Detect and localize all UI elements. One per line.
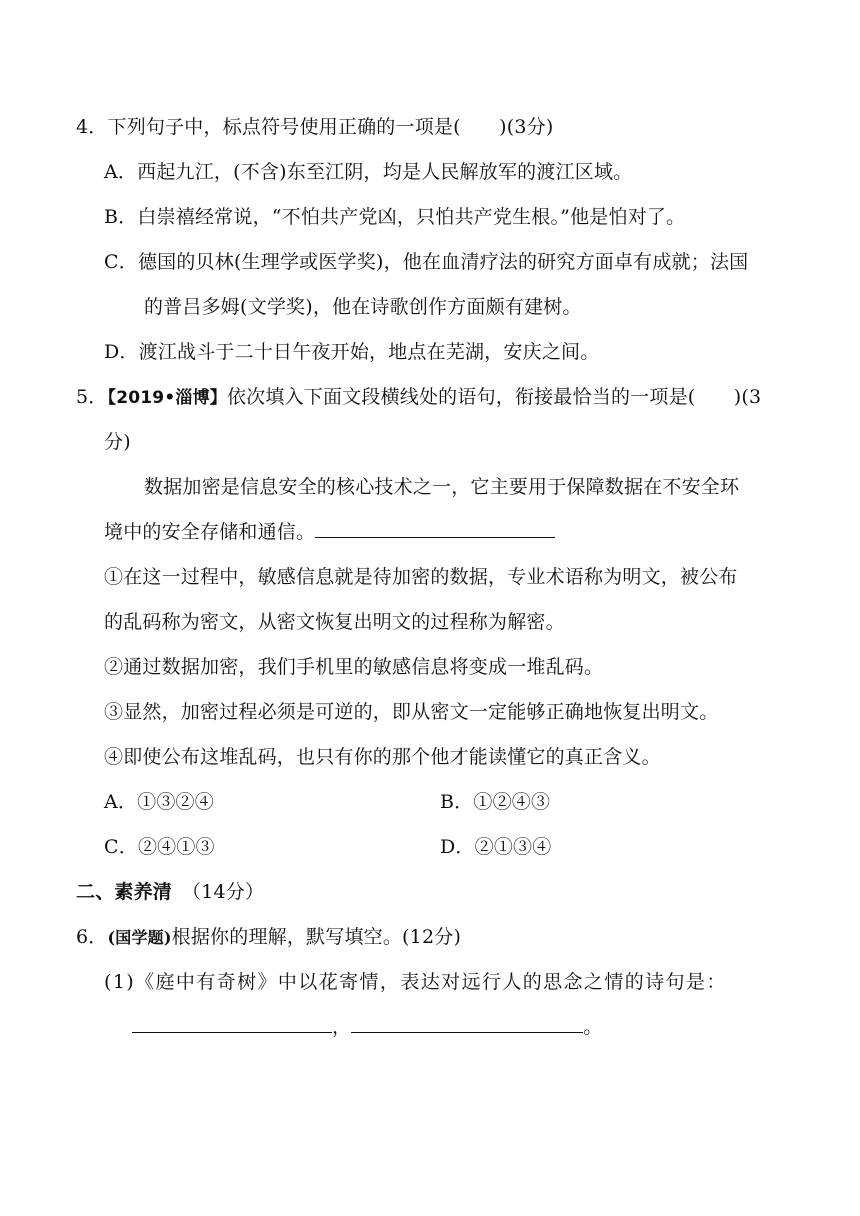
q5-stem-cont: 分)	[104, 431, 131, 453]
q4-stem: 4．下列句子中，标点符号使用正确的一项是( )(3分)	[76, 116, 554, 138]
q4-option-c-cont: 的普吕多姆(文学奖)，他在诗歌创作方面颇有建树。	[144, 296, 582, 318]
section-title: 二、素养清	[76, 881, 173, 903]
q5-passage-line2	[104, 519, 555, 545]
q6-sub1: (1)《庭中有奇树》中以花寄情，表达对远行人的思念之情的诗句是：	[104, 971, 727, 993]
q5-passage-line1: 数据加密是信息安全的核心技术之一，它主要用于保障数据在不安全环	[144, 476, 740, 498]
q5-sentence-4: ④即使公布这堆乱码，也只有你的那个他才能读懂它的真正含义。	[104, 746, 661, 768]
q6-tag: (国学题)	[107, 928, 172, 947]
q5-sentence-1-line1: ①在这一过程中，敏感信息就是待加密的数据，专业术语称为明文，被公布	[104, 566, 738, 588]
q5-sentence-3: ③显然，加密过程必须是可逆的，即从密文一定能够正确地恢复出明文。	[104, 701, 719, 723]
q5-sentence-2: ②通过数据加密，我们手机里的敏感信息将变成一堆乱码。	[104, 656, 604, 678]
q5-sentence-1-line2: 的乱码称为密文，从密文恢复出明文的过程称为解密。	[104, 611, 565, 633]
q6-blank-2[interactable]	[351, 1014, 583, 1033]
q5-option-d: D．②①③④	[440, 836, 552, 858]
q5-stem-text: 依次填入下面文段横线处的语句，衔接最恰当的一项是( )(3	[226, 386, 762, 408]
q5-source-tag: 【2019•淄博】	[107, 388, 227, 408]
q6-blank-1[interactable]	[132, 1014, 332, 1033]
q4-option-a: A．西起九江，(不含)东至江阴，均是人民解放军的渡江区域。	[104, 161, 633, 183]
q5-option-b: B．①②④③	[440, 791, 551, 813]
q4-option-b: B．白崇禧经常说，“不怕共产党凶，只怕共产党生根。”他是怕对了。	[104, 206, 686, 228]
q4-option-d: D．渡江战斗于二十日午夜开始，地点在芜湖，安庆之间。	[104, 341, 600, 363]
q4-option-c: C．德国的贝林(生理学或医学奖)，他在血清疗法的研究方面卓有成就；法国	[104, 251, 749, 273]
q6-stem-text: 根据你的理解，默写填空。(12分)	[171, 926, 462, 948]
q6-number: 6．	[76, 926, 108, 948]
q5-answer-blank[interactable]	[315, 519, 555, 538]
q5-number: 5．	[76, 386, 108, 408]
q5-stem	[76, 384, 761, 411]
q5-option-c: C．②④①③	[104, 836, 215, 858]
section-heading	[76, 879, 264, 905]
q6-stem	[76, 924, 461, 951]
section-points: （14分）	[182, 881, 265, 903]
q6-period: 。	[583, 1016, 603, 1038]
q6-comma: ，	[332, 1016, 352, 1038]
q5-passage-text: 境中的安全存储和通信。	[104, 521, 316, 543]
q6-sub1-answers	[132, 1014, 602, 1040]
q5-option-a: A．①③②④	[104, 791, 214, 813]
